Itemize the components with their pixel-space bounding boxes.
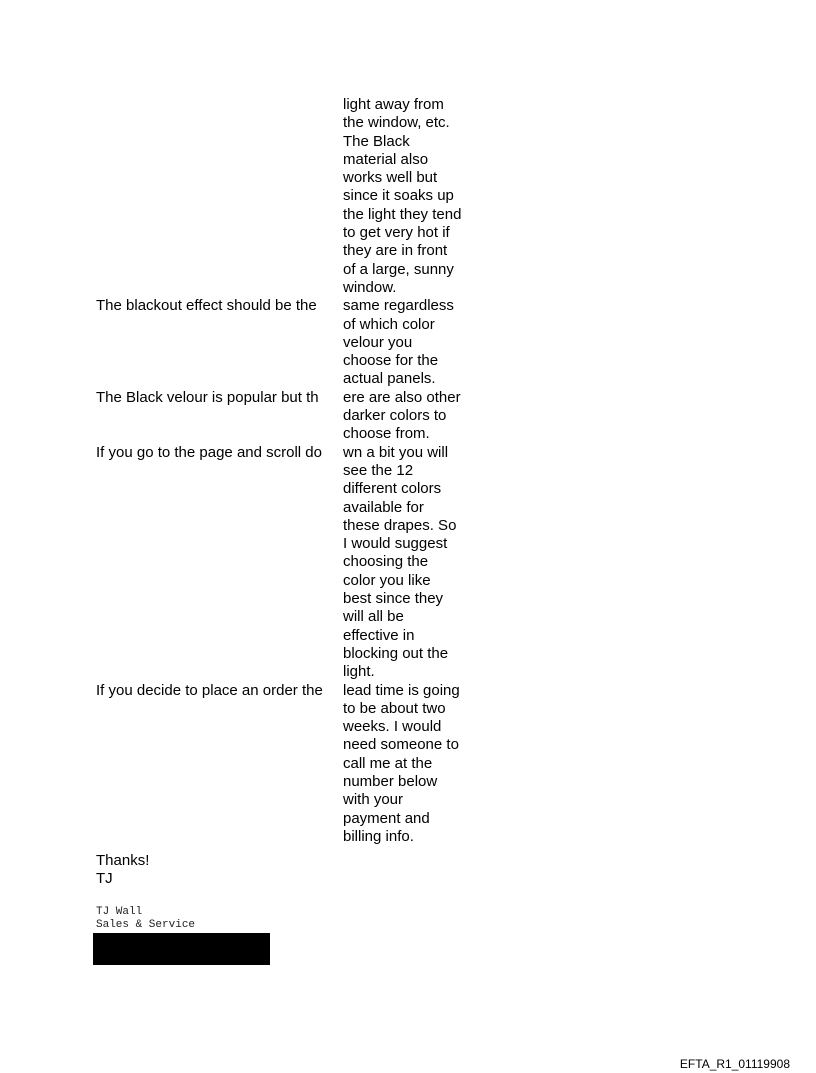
body-line [96, 572, 496, 590]
closing-block [96, 852, 149, 889]
body-line [96, 499, 496, 517]
body-line [96, 553, 496, 571]
body-line [96, 187, 496, 205]
body-line-text: works well but [343, 169, 438, 187]
body-line-text: choose from. [343, 425, 430, 443]
body-line [96, 810, 496, 828]
body-line-text: same regardless [343, 297, 454, 315]
body-line-text: of a large, sunny [343, 260, 454, 278]
body-line [96, 407, 496, 425]
body-line [96, 206, 496, 224]
body-line [96, 718, 496, 736]
body-line [96, 279, 496, 297]
body-line-text: weeks. I would [343, 718, 442, 736]
signature-block [96, 906, 195, 932]
body-line [96, 663, 496, 681]
body-line [96, 169, 496, 187]
body-line-text: lead time is going [343, 681, 460, 699]
body-line [96, 462, 496, 480]
signature-title: Sales & Service [96, 919, 196, 931]
body-line-lead: The blackout effect should be the [96, 297, 317, 315]
body-line-text: to be about two [343, 699, 446, 717]
body-line-text: choose for the [343, 352, 439, 370]
body-line-text: to get very hot if [343, 224, 450, 242]
body-line-lead: The Black velour is popular but th [96, 388, 319, 406]
body-line-text: number below [343, 772, 438, 790]
body-line-text: light away from [343, 96, 444, 113]
body-line-text: effective in [343, 626, 415, 644]
body-line-text: window. [343, 278, 397, 296]
body-line-text: choosing the [343, 553, 429, 571]
body-line-text: since it soaks up [343, 187, 454, 205]
closing-initials: TJ [96, 870, 113, 888]
body-line [96, 736, 496, 754]
body-line-lead: If you decide to place an order the [96, 681, 323, 699]
body-line-text: color you like [343, 571, 431, 589]
body-line [96, 316, 496, 334]
email-body [96, 96, 496, 846]
body-line [96, 334, 496, 352]
body-line-text: will all be [343, 608, 404, 626]
body-line-text: velour you [343, 333, 413, 351]
redaction-box [93, 933, 270, 965]
body-line [96, 242, 496, 260]
body-line [96, 151, 496, 169]
body-line [96, 700, 496, 718]
body-line [96, 224, 496, 242]
body-line [96, 517, 496, 535]
body-line [96, 352, 496, 370]
body-line-text: the light they tend [343, 205, 462, 223]
signature-name: TJ Wall [96, 906, 143, 918]
body-line-text: available for [343, 498, 424, 516]
body-line [96, 773, 496, 791]
body-line [96, 370, 496, 388]
body-line [96, 425, 496, 443]
body-line [96, 682, 496, 700]
body-line-text: need someone to [343, 736, 459, 754]
body-line-lead: If you go to the page and scroll do [96, 443, 322, 461]
body-line [96, 627, 496, 645]
body-line-text: billing info. [343, 827, 414, 845]
body-line-text: they are in front [343, 242, 448, 260]
body-line [96, 590, 496, 608]
body-line [96, 828, 496, 846]
body-line-text: the window, etc. [343, 114, 450, 132]
body-line [96, 261, 496, 279]
document-id: EFTA_R1_01119908 [679, 1057, 790, 1071]
body-line-text: blocking out the [343, 644, 449, 662]
body-line [96, 535, 496, 553]
body-line [96, 133, 496, 151]
body-line-text: call me at the [343, 754, 433, 772]
body-line [96, 608, 496, 626]
body-line-text: with your [343, 791, 404, 809]
body-line-text: actual panels. [343, 370, 436, 388]
body-line-text: best since they [343, 590, 444, 608]
body-line-text: of which color [343, 315, 435, 333]
body-line-text: I would suggest [343, 535, 448, 553]
closing-thanks: Thanks! [96, 852, 150, 869]
body-line-text: light. [343, 663, 375, 681]
body-line [96, 480, 496, 498]
body-line-text: material also [343, 150, 429, 168]
body-line-text: different colors [343, 480, 442, 498]
body-line [96, 297, 496, 315]
body-line-text: payment and [343, 809, 430, 827]
body-line [96, 755, 496, 773]
body-line [96, 444, 496, 462]
body-line [96, 389, 496, 407]
body-line-text: The Black [343, 132, 410, 150]
body-line-text: darker colors to [343, 407, 447, 425]
body-line-text: these drapes. So [343, 516, 457, 534]
body-line [96, 791, 496, 809]
body-line [96, 96, 496, 114]
body-line-text: see the 12 [343, 461, 414, 479]
body-line [96, 114, 496, 132]
body-line-text: ere are also other [343, 388, 461, 406]
body-line [96, 645, 496, 663]
body-line-text: wn a bit you will [343, 443, 449, 461]
